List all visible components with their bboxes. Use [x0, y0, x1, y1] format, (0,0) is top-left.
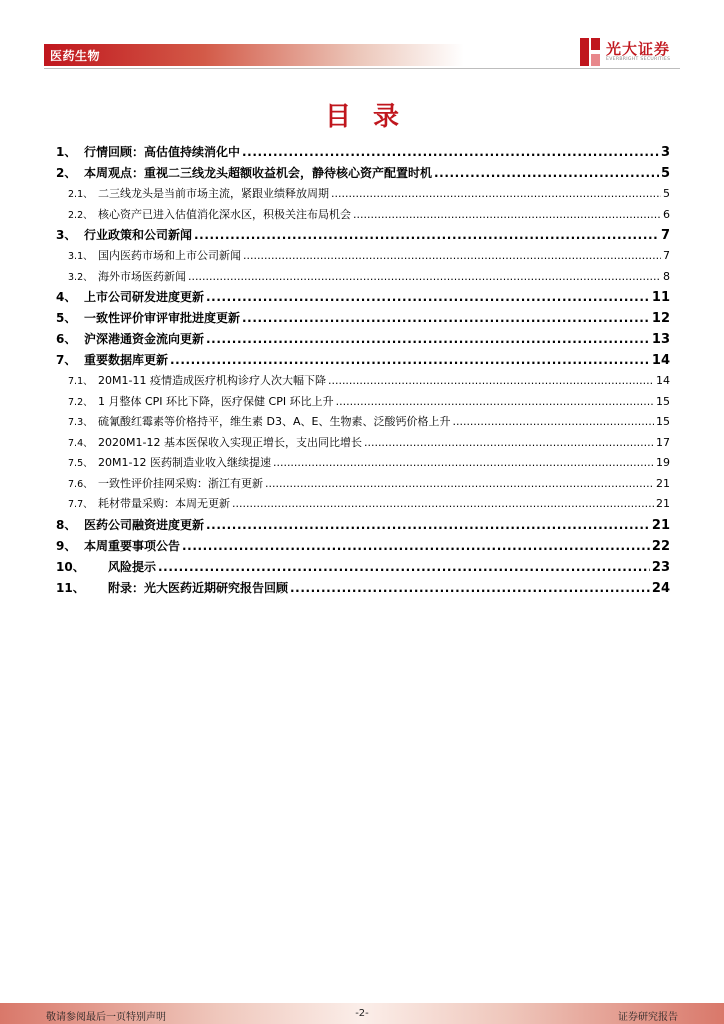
toc-leader-dots	[265, 477, 654, 490]
toc-entry[interactable]	[56, 413, 670, 434]
toc-entry-title: 一致性评价挂网采购：浙江有更新	[98, 476, 263, 490]
toc-entry-number: 1、	[56, 145, 77, 159]
toc-entry-title: 核心资产已进入估值消化深水区，积极关注布局机会	[98, 207, 351, 221]
toc-entry[interactable]	[56, 206, 670, 227]
toc-entry-page: 14	[651, 353, 670, 368]
toc-entry-number: 7.7、	[68, 499, 93, 510]
toc-entry-page: 21	[656, 497, 670, 510]
toc-entry-number: 7.2、	[68, 396, 93, 408]
toc-entry-page: 17	[656, 435, 670, 449]
toc-entry-number: 3.1、	[68, 251, 93, 262]
section-label: 医药生物	[50, 49, 101, 63]
toc-leader-dots	[170, 353, 650, 367]
toc-entry[interactable]	[56, 434, 670, 455]
toc-entry[interactable]	[56, 495, 670, 516]
footer-page-number: -2-	[355, 1008, 369, 1019]
toc-entry-page: 6	[663, 207, 670, 221]
toc-entry-page: 23	[651, 559, 670, 575]
toc-leader-dots	[194, 228, 659, 242]
toc-leader-dots	[242, 311, 650, 325]
toc-leader-dots	[206, 290, 650, 304]
toc-entry-page: 13	[651, 332, 670, 347]
toc-leader-dots	[364, 436, 654, 449]
toc-entry-number: 2、	[56, 166, 77, 180]
toc-entry-number: 6、	[56, 332, 77, 346]
toc-entry-number: 8、	[56, 517, 77, 532]
toc-entry[interactable]	[56, 516, 670, 537]
toc-entry-page: 11	[651, 290, 670, 305]
toc-entry[interactable]	[56, 475, 670, 496]
toc-leader-dots	[243, 249, 661, 262]
toc-entry-number: 7.3、	[68, 417, 93, 428]
logo-icon	[580, 38, 600, 66]
toc-entry[interactable]	[56, 330, 670, 351]
toc-entry-number: 10、	[56, 559, 85, 574]
toc-entry[interactable]	[56, 372, 670, 393]
toc-leader-dots	[206, 518, 650, 532]
header-divider	[44, 68, 680, 69]
toc-entry[interactable]	[56, 226, 670, 247]
toc-entry-page: 15	[656, 394, 670, 408]
logo-text-en: EVERBRIGHT SECURITIES	[606, 57, 671, 62]
toc-entry-number: 9、	[56, 538, 77, 553]
toc-entry-title: 二三线龙头是当前市场主流，紧跟业绩释放周期	[98, 187, 329, 200]
toc-entry[interactable]	[56, 454, 670, 475]
toc-entry-number: 7、	[56, 353, 77, 367]
toc-leader-dots	[182, 539, 650, 553]
logo-text-cn: 光大证券	[606, 40, 671, 58]
toc-entry-page: 8	[663, 269, 670, 283]
toc-entry-page: 7	[663, 249, 670, 262]
toc-entry-page: 5	[663, 187, 670, 200]
footer-report-type: 证券研究报告	[618, 1012, 678, 1023]
toc-leader-dots	[452, 415, 654, 428]
toc-entry-page: 14	[656, 374, 670, 387]
toc-leader-dots	[206, 332, 650, 346]
toc-entry-title: 国内医药市场和上市公司新闻	[98, 249, 241, 262]
toc-entry-page: 12	[651, 311, 670, 326]
toc-entry-title: 海外市场医药新闻	[98, 269, 186, 283]
toc-entry[interactable]	[56, 537, 670, 558]
toc-entry-title: 20M1-12 医药制造业收入继续提速	[98, 456, 271, 469]
toc-leader-dots	[273, 456, 654, 469]
footer-disclaimer: 敬请参阅最后一页特别声明	[46, 1012, 166, 1023]
toc-entry-title: 行情回顾：高估值持续消化中	[84, 145, 241, 159]
toc-entry-page: 15	[656, 415, 670, 428]
toc-entry-page: 22	[651, 538, 670, 554]
toc-entry[interactable]	[56, 393, 670, 414]
toc-entry[interactable]	[56, 268, 670, 289]
toc-leader-dots	[353, 208, 661, 221]
toc-leader-dots	[158, 560, 650, 574]
toc-entry-number: 2.1、	[68, 189, 93, 200]
toc-entry-title: 沪深港通资金流向更新	[84, 332, 205, 346]
toc-entry-number: 7.1、	[68, 376, 93, 387]
toc-entry-number: 4、	[56, 290, 77, 304]
toc-entry-title: 硫氰酸红霉素等价格持平，维生素 D3、A、E、生物素、泛酸钙价格上升	[98, 415, 451, 428]
header-bar	[44, 44, 464, 66]
table-of-contents	[56, 143, 670, 600]
page-title: 目录	[324, 102, 421, 132]
toc-entry-number: 3、	[56, 228, 77, 242]
toc-entry-number: 7.5、	[68, 458, 93, 469]
toc-entry[interactable]	[56, 558, 670, 579]
toc-leader-dots	[331, 187, 661, 200]
toc-leader-dots	[232, 497, 654, 510]
toc-leader-dots	[188, 270, 661, 283]
toc-entry[interactable]	[56, 164, 670, 185]
toc-entry[interactable]	[56, 579, 670, 600]
toc-entry-title: 本周重要事项公告	[84, 538, 181, 553]
toc-entry-number: 7.4、	[68, 437, 93, 449]
toc-entry-number: 7.6、	[68, 478, 93, 490]
toc-entry[interactable]	[56, 288, 670, 309]
toc-entry-title: 风险提示	[108, 559, 157, 574]
toc-entry-page: 21	[651, 517, 670, 533]
toc-entry-number: 5、	[56, 311, 77, 325]
toc-entry-title: 本周观点：重视二三线龙头超额收益机会，静待核心资产配置时机	[84, 166, 433, 180]
toc-entry-title: 20M1-11 疫情造成医疗机构诊疗人次大幅下降	[98, 374, 326, 387]
toc-entry[interactable]	[56, 351, 670, 372]
toc-entry-page: 3	[660, 145, 670, 160]
toc-entry-title: 行业政策和公司新闻	[84, 228, 193, 242]
toc-entry-title: 2020M1-12 基本医保收入实现正增长，支出同比增长	[98, 435, 362, 449]
toc-leader-dots	[328, 374, 654, 387]
toc-leader-dots	[434, 166, 659, 180]
toc-entry-title: 上市公司研发进度更新	[84, 290, 205, 304]
company-logo	[580, 36, 700, 70]
toc-entry[interactable]	[56, 247, 670, 268]
toc-leader-dots	[242, 145, 659, 159]
toc-entry-number: 11、	[56, 580, 85, 595]
toc-leader-dots	[290, 581, 650, 595]
toc-entry[interactable]	[56, 143, 670, 164]
toc-entry-title: 1 月整体 CPI 环比下降，医疗保健 CPI 环比上升	[98, 394, 334, 408]
toc-entry-page: 21	[656, 476, 670, 490]
toc-entry-page: 19	[656, 456, 670, 469]
toc-leader-dots	[336, 395, 654, 408]
toc-entry-title: 医药公司融资进度更新	[84, 517, 205, 532]
toc-entry-page: 24	[651, 580, 670, 596]
toc-entry-page: 5	[660, 166, 670, 181]
toc-entry-number: 2.2、	[68, 209, 93, 221]
toc-entry[interactable]	[56, 309, 670, 330]
toc-entry-title: 耗材带量采购：本周无更新	[98, 497, 230, 510]
toc-entry-title: 一致性评价审评审批进度更新	[84, 311, 241, 325]
toc-entry-number: 3.2、	[68, 271, 93, 283]
toc-entry[interactable]	[56, 185, 670, 206]
toc-entry-title: 附录：光大医药近期研究报告回顾	[108, 580, 289, 595]
toc-entry-page: 7	[660, 228, 670, 243]
toc-entry-title: 重要数据库更新	[84, 353, 169, 367]
